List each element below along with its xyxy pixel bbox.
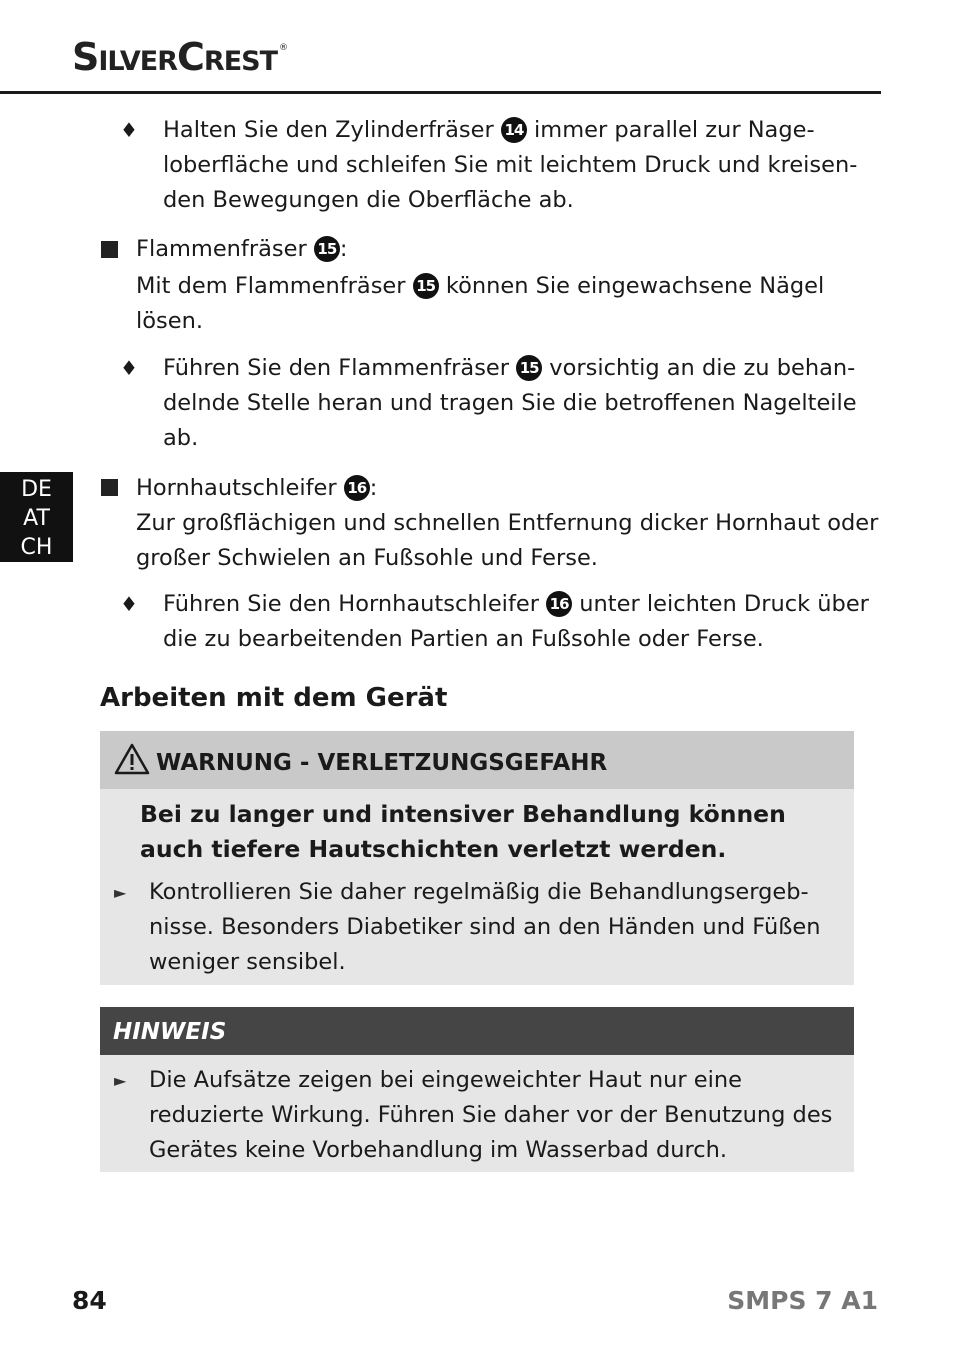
warning-header [100, 731, 854, 789]
registered-mark: ® [279, 43, 288, 53]
warning-box [100, 731, 854, 985]
lang-de: DE [21, 477, 52, 502]
bullet-zylinder: Halten Sie den Zylinderfräser 14 immer parallel zur Nage- loberfläche und schleifen Sie mit leichtem Druck und kreisen- den Bewegungen die Oberfläche ab. [163, 117, 858, 213]
note-header [100, 1007, 854, 1055]
part-number-badge: 16 [546, 591, 572, 617]
part-number-badge: 15 [314, 236, 340, 262]
warning-triangle-icon [114, 743, 150, 775]
header-rule [0, 91, 881, 94]
diamond-bullet-icon: ♦ [120, 118, 138, 142]
note-instruction: Die Aufsätze zeigen bei eingeweichter Haut nur eine reduzierte Wirkung. Führen Sie daher vor der Benutzung des Gerätes keine Vorbehandlung im Wasserbad durch. [149, 1067, 833, 1163]
square-bullet-icon [101, 479, 118, 496]
warning-title: WARNUNG - VERLETZUNGSGEFAHR [156, 750, 608, 776]
bullet-flammenfraeser: Führen Sie den Flammenfräser 15 vorsichtig an die zu behan- delnde Stelle heran und tragen Sie die betroffenen Nagelteile ab. [163, 355, 857, 451]
diamond-bullet-icon: ♦ [120, 356, 138, 380]
note-box [100, 1007, 854, 1172]
part-number-badge: 15 [413, 273, 439, 299]
bullet-hornhautschleifer: Führen Sie den Hornhautschleifer 16 unter leichten Druck über die zu bearbeitenden Partien an Fußsohle oder Ferse. [163, 591, 869, 652]
square-bullet-icon [101, 241, 118, 258]
lang-ch: CH [20, 535, 53, 560]
item-hornhautschleifer: Hornhautschleifer 16 : Zur großflächigen und schnellen Entfernung dicker Hornhaut oder großer Schwielen an Fußsohle und Ferse. [136, 475, 879, 571]
arrow-bullet-icon: ► [114, 883, 127, 902]
part-number-badge: 14 [501, 117, 527, 143]
brand-logo: SilverCrest ® [72, 35, 288, 79]
part-number-badge: 16 [344, 475, 370, 501]
note-title: HINWEIS [113, 1019, 227, 1045]
warning-instruction: Kontrollieren Sie daher regelmäßig die Behandlungsergeb- nisse. Besonders Diabetiker sind an den Händen und Füßen weniger sensibel. [149, 879, 821, 975]
language-tab [0, 472, 73, 562]
page-number: 84 [72, 1286, 107, 1315]
item-flammenfraeser: Flammenfräser 15 : Mit dem Flammenfräser 15 können Sie eingewachsene Nägel lösen. [136, 236, 825, 334]
lang-at: AT [23, 506, 50, 531]
warning-statement: Bei zu langer und intensiver Behandlung können auch tiefere Hautschichten verletzt werden. [140, 800, 786, 863]
model-name: SMPS 7 A1 [727, 1286, 878, 1315]
diamond-bullet-icon: ♦ [120, 592, 138, 616]
section-title: Arbeiten mit dem Gerät [100, 683, 448, 713]
arrow-bullet-icon: ► [114, 1071, 127, 1090]
part-number-badge: 15 [516, 355, 542, 381]
